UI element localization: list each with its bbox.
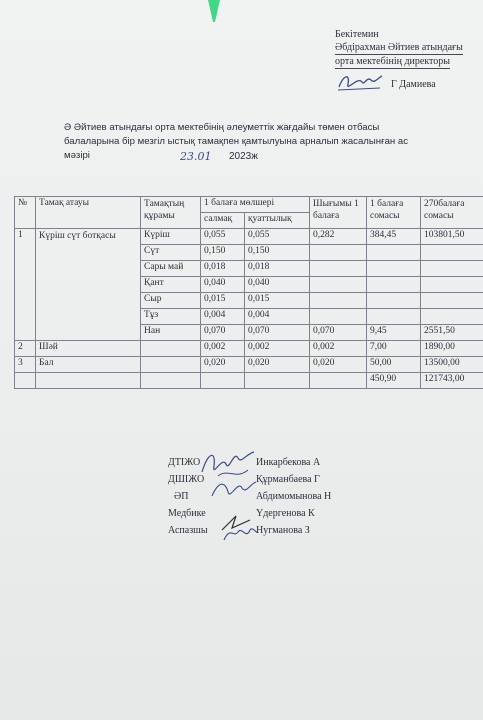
cell-expense: 0,020	[310, 357, 367, 373]
handwritten-date: 23.01	[180, 150, 212, 163]
cell-sum-all: 103801,50	[421, 229, 483, 245]
cell-expense: 0,002	[310, 341, 367, 357]
cell-sum-all	[421, 309, 483, 325]
cell-dish-name: Шәй	[36, 341, 141, 357]
cell-ingredient: Күріш	[141, 229, 201, 245]
document-title: Ә Әйтиев атындағы орта мектебінің әлеуметтік жағдайы төмен отбасы балаларына бір мезгіл ыстық тамақпен қамтылуына арналып жасалынған ас мәзірі	[64, 122, 409, 161]
signature-row	[168, 505, 398, 522]
signature-scribble	[220, 524, 260, 544]
cell-ingredient	[141, 357, 201, 373]
cell-sum-all: 13500,00	[421, 357, 483, 373]
cell-sum-one	[367, 309, 421, 325]
signatures-block	[168, 454, 398, 539]
table-header-row	[15, 197, 483, 213]
cell-sum-one	[367, 277, 421, 293]
cell-weight: 0,004	[201, 309, 245, 325]
cell-calorie: 0,015	[245, 293, 310, 309]
cell-ingredient	[141, 373, 201, 389]
date-year: 2023ж	[229, 151, 258, 162]
cell-sum-all	[421, 277, 483, 293]
cell-num: 2	[15, 341, 36, 357]
cell-weight: 0,020	[201, 357, 245, 373]
approval-school: Әбдірахман Әйтиев атындағы	[335, 42, 463, 53]
signature-role: ДТІЖО	[168, 457, 201, 468]
header-per-child: 1 балаға мөлшері	[201, 197, 310, 213]
cell-expense	[310, 245, 367, 261]
signature-name: Абдимомынова Н	[256, 491, 332, 502]
total-sum-one: 450,90	[367, 373, 421, 389]
cell-dish-name: Бал	[36, 357, 141, 373]
signature-row	[168, 522, 398, 539]
cell-sum-all	[421, 245, 483, 261]
header-calorie: қуаттылық	[245, 213, 310, 229]
cell-sum-all	[421, 293, 483, 309]
cell-weight: 0,055	[201, 229, 245, 245]
signature-scribble	[208, 474, 258, 504]
director-signature	[336, 70, 384, 94]
director-name: Г Дамиева	[391, 79, 436, 90]
signature-role: ДШІЖО	[168, 474, 205, 485]
cell-weight: 0,015	[201, 293, 245, 309]
cell-calorie: 0,004	[245, 309, 310, 325]
cell-ingredient: Нан	[141, 325, 201, 341]
cell-weight: 0,002	[201, 341, 245, 357]
cell-weight: 0,040	[201, 277, 245, 293]
cell-sum-all: 2551,50	[421, 325, 483, 341]
approval-heading: Бекітемин	[335, 29, 379, 40]
cell-dish-name: Күріш сүт ботқасы	[36, 229, 141, 341]
cell-calorie: 0,055	[245, 229, 310, 245]
signature-role: Медбике	[168, 508, 206, 519]
cell-expense	[310, 261, 367, 277]
cell-weight: 0,070	[201, 325, 245, 341]
signature-name: Инкарбекова А	[256, 457, 321, 468]
cell-expense: 0,282	[310, 229, 367, 245]
cell-ingredient: Қант	[141, 277, 201, 293]
header-sum-one: 1 балаға сомасы	[367, 197, 421, 229]
header-composition: Тамақтың құрамы	[141, 197, 201, 229]
header-expense: Шығымы 1 балаға	[310, 197, 367, 229]
header-num: №	[15, 197, 36, 229]
table-row	[15, 229, 483, 245]
cell-sum-one: 9,45	[367, 325, 421, 341]
approval-position: орта мектебінің директоры	[335, 56, 451, 67]
total-sum-all: 121743,00	[421, 373, 483, 389]
signature-row	[168, 488, 398, 505]
signature-role: ӘП	[174, 491, 189, 502]
cell-calorie: 0,002	[245, 341, 310, 357]
signature-role: Аспазшы	[168, 525, 208, 536]
cell-calorie: 0,018	[245, 261, 310, 277]
header-name: Тамақ атауы	[36, 197, 141, 229]
cell-ingredient	[141, 341, 201, 357]
green-marker-mark	[205, 0, 223, 26]
signature-name: Үдергенова К	[256, 508, 315, 519]
cell-ingredient: Сыр	[141, 293, 201, 309]
cell-sum-one: 7,00	[367, 341, 421, 357]
cell-sum-one	[367, 245, 421, 261]
cell-expense	[310, 293, 367, 309]
cell-expense	[310, 373, 367, 389]
cell-num	[15, 373, 36, 389]
cell-ingredient: Сүт	[141, 245, 201, 261]
cell-expense: 0,070	[310, 325, 367, 341]
cell-calorie: 0,020	[245, 357, 310, 373]
cell-expense	[310, 309, 367, 325]
cell-expense	[310, 277, 367, 293]
cell-ingredient: Сары май	[141, 261, 201, 277]
cell-sum-all: 1890,00	[421, 341, 483, 357]
cell-sum-one: 384,45	[367, 229, 421, 245]
cell-weight: 0,150	[201, 245, 245, 261]
cell-sum-one	[367, 261, 421, 277]
cell-ingredient: Тұз	[141, 309, 201, 325]
cell-dish-name	[36, 373, 141, 389]
cell-num: 3	[15, 357, 36, 373]
table-row	[15, 341, 483, 357]
cell-sum-one	[367, 293, 421, 309]
cell-num: 1	[15, 229, 36, 341]
cell-weight	[201, 373, 245, 389]
cell-sum-one: 50,00	[367, 357, 421, 373]
header-sum-all: 270балаға сомасы	[421, 197, 483, 229]
table-total-row	[15, 373, 483, 389]
approval-block	[335, 28, 483, 69]
cell-calorie: 0,150	[245, 245, 310, 261]
signature-name: Құрманбаева Г	[256, 474, 320, 485]
header-weight: салмақ	[201, 213, 245, 229]
cell-weight: 0,018	[201, 261, 245, 277]
cell-sum-all	[421, 261, 483, 277]
cell-calorie	[245, 373, 310, 389]
table-row	[15, 357, 483, 373]
cell-calorie: 0,070	[245, 325, 310, 341]
cell-calorie: 0,040	[245, 277, 310, 293]
signature-name: Нугманова З	[256, 525, 310, 536]
menu-table	[14, 196, 483, 389]
